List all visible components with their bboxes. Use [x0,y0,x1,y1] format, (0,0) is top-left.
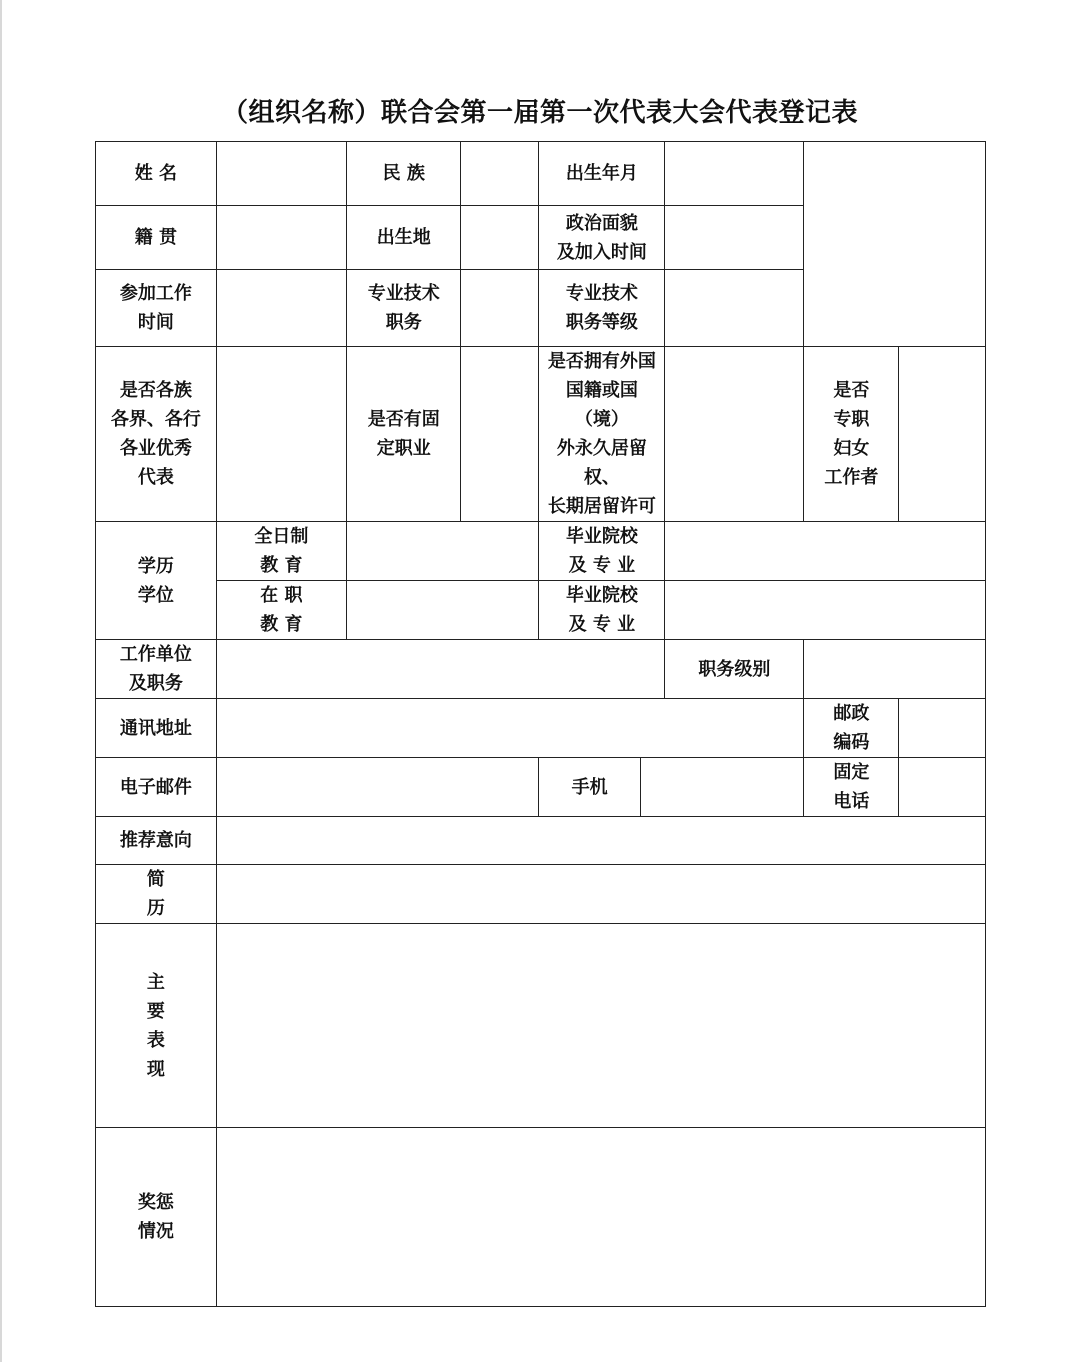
label-job-level: 职务级别 [665,640,804,699]
field-school-major-1[interactable] [665,522,986,581]
form-row-qualifications [96,347,986,522]
label-name: 姓 名 [96,142,217,206]
field-postcode[interactable] [899,699,986,758]
label-ethnicity: 民 族 [347,142,461,206]
form-title: （组织名称）联合会第一届第一次代表大会代表登记表 [221,98,858,128]
form-row-resume [96,865,986,924]
form-row-name [96,142,986,206]
field-work-unit[interactable] [216,640,665,699]
field-foreign-residency[interactable] [665,347,804,522]
label-fulltime-women-worker: 是否 专职 妇女 工作者 [804,347,899,522]
field-awards[interactable] [216,1128,985,1307]
label-landline: 固定 电话 [804,758,899,817]
field-birthplace[interactable] [461,206,539,270]
field-tech-title[interactable] [461,270,539,347]
form-row-work-unit [96,640,986,699]
field-fulltime-edu[interactable] [347,522,539,581]
photo-box[interactable] [804,142,986,347]
field-email[interactable] [216,758,539,817]
form-row-contact [96,758,986,817]
label-awards: 奖惩 情况 [96,1128,217,1307]
label-education-degree: 学历 学位 [96,522,217,640]
form-row-fulltime-edu [96,522,986,581]
field-performance[interactable] [216,924,985,1128]
label-resume: 简 历 [96,865,217,924]
field-political-status[interactable] [665,206,804,270]
field-work-start[interactable] [216,270,346,347]
label-political-status: 政治面貌 及加入时间 [539,206,665,270]
field-landline[interactable] [899,758,986,817]
field-birth-date[interactable] [665,142,804,206]
registration-form [95,141,986,1307]
label-excellent-rep: 是否各族 各界、各行 各业优秀 代表 [96,347,217,522]
label-performance: 主 要 表 现 [96,924,217,1128]
form-row-inservice-edu [96,581,986,640]
label-fulltime-edu: 全日制 教 育 [216,522,346,581]
label-native-place: 籍 贯 [96,206,217,270]
label-address: 通讯地址 [96,699,217,758]
field-recommendation[interactable] [216,817,985,865]
label-work-unit: 工作单位 及职务 [96,640,217,699]
label-school-major-2: 毕业院校 及 专 业 [539,581,665,640]
form-row-performance [96,924,986,1128]
label-foreign-residency: 是否拥有外国 国籍或国（境） 外永久居留权、 长期居留许可 [539,347,665,522]
field-school-major-2[interactable] [665,581,986,640]
label-email: 电子邮件 [96,758,217,817]
label-birth-date: 出生年月 [539,142,665,206]
field-resume[interactable] [216,865,985,924]
field-ethnicity[interactable] [461,142,539,206]
form-row-recommendation [96,817,986,865]
label-postcode: 邮政 编码 [804,699,899,758]
label-fixed-job: 是否有固 定职业 [347,347,461,522]
field-job-level[interactable] [804,640,986,699]
field-mobile[interactable] [640,758,803,817]
field-name[interactable] [216,142,346,206]
label-school-major-1: 毕业院校 及 专 业 [539,522,665,581]
form-row-address [96,699,986,758]
label-mobile: 手机 [539,758,640,817]
label-tech-title: 专业技术 职务 [347,270,461,347]
field-native-place[interactable] [216,206,346,270]
label-recommendation: 推荐意向 [96,817,217,865]
label-birthplace: 出生地 [347,206,461,270]
form-row-awards [96,1128,986,1307]
field-inservice-edu[interactable] [347,581,539,640]
field-address[interactable] [216,699,804,758]
field-fulltime-women-worker[interactable] [899,347,986,522]
field-fixed-job[interactable] [461,347,539,522]
page-edge [0,0,2,1362]
label-work-start: 参加工作 时间 [96,270,217,347]
label-inservice-edu: 在 职 教 育 [216,581,346,640]
field-excellent-rep[interactable] [216,347,346,522]
field-tech-title-level[interactable] [665,270,804,347]
label-tech-title-level: 专业技术 职务等级 [539,270,665,347]
